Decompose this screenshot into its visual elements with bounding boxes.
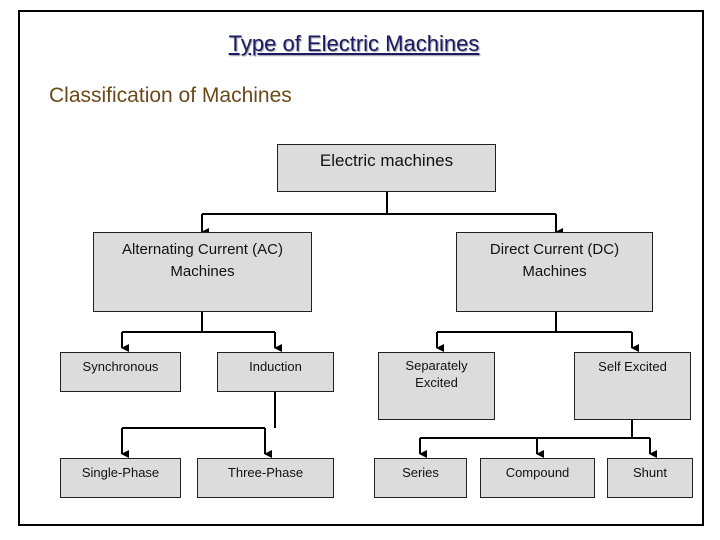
node-label: Single-Phase <box>81 465 160 480</box>
node-label: Synchronous <box>82 359 159 374</box>
node-label: Three-Phase <box>227 465 304 480</box>
node-induction <box>217 352 334 392</box>
node-label: Electric machines <box>319 151 454 170</box>
node-dc-machines <box>456 232 653 312</box>
node-label: Self Excited <box>598 359 667 374</box>
node-series <box>374 458 467 498</box>
node-three-phase <box>197 458 334 498</box>
node-label-line1: Separately <box>405 358 468 373</box>
node-label: Shunt <box>633 465 667 480</box>
node-shunt <box>607 458 693 498</box>
node-compound <box>480 458 595 498</box>
node-label-line2: Excited <box>415 375 458 390</box>
node-separately-excited <box>378 352 495 420</box>
node-label: Induction <box>249 359 302 374</box>
node-electric-machines <box>277 144 496 192</box>
node-label-line1: Alternating Current (AC) <box>122 241 283 258</box>
node-ac-machines <box>93 232 312 312</box>
node-self-excited <box>574 352 691 420</box>
node-synchronous <box>60 352 181 392</box>
page-subtitle: Classification of Machines <box>49 84 292 107</box>
page-title: Type of Electric Machines <box>228 31 480 56</box>
node-single-phase <box>60 458 181 498</box>
node-label-line1: Direct Current (DC) <box>489 241 620 258</box>
node-label-line2: Machines <box>522 263 587 280</box>
node-label-line2: Machines <box>170 263 235 280</box>
node-label: Series <box>402 465 439 480</box>
node-label: Compound <box>505 465 570 480</box>
